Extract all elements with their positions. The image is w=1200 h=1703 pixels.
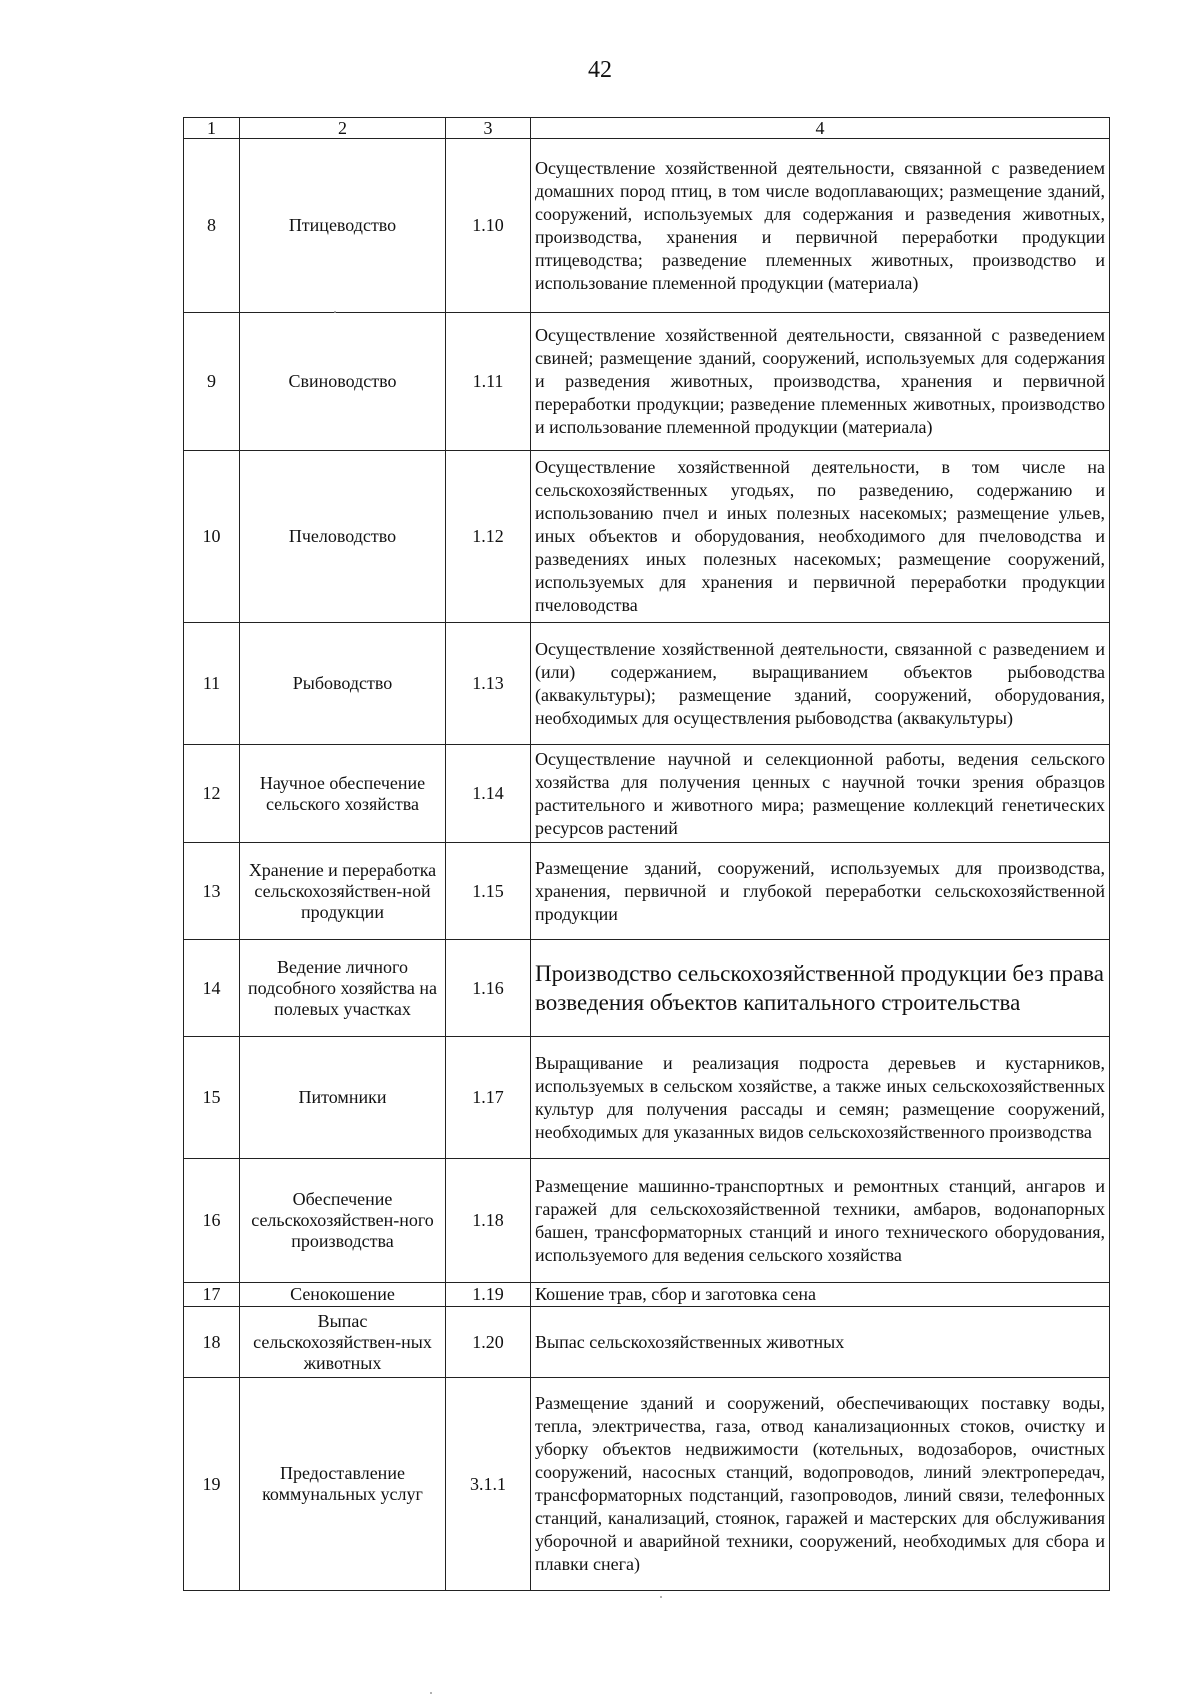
scan-speck	[430, 1692, 432, 1694]
use-type-code: 1.16	[446, 940, 531, 1037]
use-type-description: Осуществление хозяйственной деятельности, в том числе на сельскохозяйственных угодьях, по разведению, содержанию и использованию пчел и иных полезных насекомых; размещение ульев, иных объектов и оборудования, необходимого для пчеловодства и разведениях иных полезных насекомых; размещение сооружений, используемых для хранения и первичной переработки продукции пчеловодства	[531, 451, 1110, 623]
scan-speck	[334, 311, 336, 313]
row-number: 9	[184, 313, 240, 451]
use-type-code: 1.12	[446, 451, 531, 623]
use-type-description: Осуществление научной и селекционной работы, ведения сельского хозяйства для получения ценных с научной точки зрения образцов растительного и животного мира; размещение коллекций генетических ресурсов растений	[531, 745, 1110, 843]
header-cell-1: 1	[184, 118, 240, 139]
table-row	[184, 1378, 1110, 1591]
row-number: 15	[184, 1037, 240, 1159]
use-type-description: Осуществление хозяйственной деятельности, связанной с разведением свиней; размещение зданий, сооружений, используемых для содержания и разведения животных, производства, хранения и первичной переработки продукции; разведение племенных животных, производство и использование племенной продукции (материала)	[531, 313, 1110, 451]
scan-speck	[660, 1596, 662, 1598]
header-cell-2: 2	[240, 118, 446, 139]
use-type-description: Кошение трав, сбор и заготовка сена	[531, 1283, 1110, 1307]
table-row	[184, 843, 1110, 940]
row-number: 16	[184, 1159, 240, 1283]
row-number: 18	[184, 1307, 240, 1378]
use-type-description: Выпас сельскохозяйственных животных	[531, 1307, 1110, 1378]
row-number: 10	[184, 451, 240, 623]
use-type-name: Птицеводство	[240, 139, 446, 313]
table-header-row	[184, 118, 1110, 139]
header-cell-3: 3	[446, 118, 531, 139]
table-row	[184, 1307, 1110, 1378]
table-row	[184, 1283, 1110, 1307]
use-type-code: 1.10	[446, 139, 531, 313]
use-type-code: 1.14	[446, 745, 531, 843]
use-type-name: Ведение личного подсобного хозяйства на полевых участках	[240, 940, 446, 1037]
page-number: 42	[588, 57, 612, 83]
table-row	[184, 1159, 1110, 1283]
use-type-name: Хранение и переработка сельскохозяйствен-ной продукции	[240, 843, 446, 940]
use-type-description: Размещение зданий, сооружений, используемых для производства, хранения, первичной и глубокой переработки сельскохозяйственной продукции	[531, 843, 1110, 940]
use-type-code: 1.18	[446, 1159, 531, 1283]
table-row	[184, 745, 1110, 843]
row-number: 11	[184, 623, 240, 745]
table-row	[184, 623, 1110, 745]
row-number: 12	[184, 745, 240, 843]
use-type-name: Обеспечение сельскохозяйствен-ного производства	[240, 1159, 446, 1283]
use-type-code: 1.15	[446, 843, 531, 940]
use-type-code: 1.11	[446, 313, 531, 451]
row-number: 14	[184, 940, 240, 1037]
land-use-table	[183, 117, 1110, 1591]
use-type-code: 1.19	[446, 1283, 531, 1307]
use-type-description: Производство сельскохозяйственной продукции без права возведения объектов капитального строительства	[531, 940, 1110, 1037]
use-type-name: Предоставление коммунальных услуг	[240, 1378, 446, 1591]
header-cell-4: 4	[531, 118, 1110, 139]
use-type-description: Выращивание и реализация подроста деревьев и кустарников, используемых в сельском хозяйстве, а также иных сельскохозяйственных культур для получения рассады и семян; размещение сооружений, необходимых для указанных видов сельскохозяйственного производства	[531, 1037, 1110, 1159]
table-row	[184, 313, 1110, 451]
row-number: 19	[184, 1378, 240, 1591]
use-type-description: Размещение зданий и сооружений, обеспечивающих поставку воды, тепла, электричества, газа, отвод канализационных стоков, очистку и уборку объектов недвижимости (котельных, водозаборов, очистных сооружений, насосных станций, водопроводов, линий электропередач, трансформаторных подстанций, газопроводов, линий связи, телефонных станций, канализаций, стоянок, гаражей и мастерских для обслуживания уборочной и аварийной техники, сооружений, необходимых для сбора и плавки снега)	[531, 1378, 1110, 1591]
use-type-description: Осуществление хозяйственной деятельности, связанной с разведением и (или) содержанием, выращиванием объектов рыбоводства (аквакультуры); размещение зданий, сооружений, оборудования, необходимых для осуществления рыбоводства (аквакультуры)	[531, 623, 1110, 745]
table-row	[184, 940, 1110, 1037]
use-type-name: Пчеловодство	[240, 451, 446, 623]
use-type-code: 1.20	[446, 1307, 531, 1378]
use-type-name: Выпас сельскохозяйствен-ных животных	[240, 1307, 446, 1378]
use-type-name: Рыбоводство	[240, 623, 446, 745]
use-type-name: Научное обеспечение сельского хозяйства	[240, 745, 446, 843]
table-row	[184, 451, 1110, 623]
use-type-description: Размещение машинно-транспортных и ремонтных станций, ангаров и гаражей для сельскохозяйственной техники, амбаров, водонапорных башен, трансформаторных станций и иного технического оборудования, используемого для ведения сельского хозяйства	[531, 1159, 1110, 1283]
table-row	[184, 1037, 1110, 1159]
use-type-code: 3.1.1	[446, 1378, 531, 1591]
use-type-name: Свиноводство	[240, 313, 446, 451]
use-type-name: Сенокошение	[240, 1283, 446, 1307]
row-number: 17	[184, 1283, 240, 1307]
use-type-code: 1.13	[446, 623, 531, 745]
row-number: 8	[184, 139, 240, 313]
row-number: 13	[184, 843, 240, 940]
use-type-code: 1.17	[446, 1037, 531, 1159]
use-type-description: Осуществление хозяйственной деятельности, связанной с разведением домашних пород птиц, в том числе водоплавающих; размещение зданий, сооружений, используемых для содержания и разведения животных, производства, хранения и первичной переработки продукции птицеводства; разведение племенных животных, производство и использование племенной продукции (материала)	[531, 139, 1110, 313]
table-row	[184, 139, 1110, 313]
use-type-name: Питомники	[240, 1037, 446, 1159]
